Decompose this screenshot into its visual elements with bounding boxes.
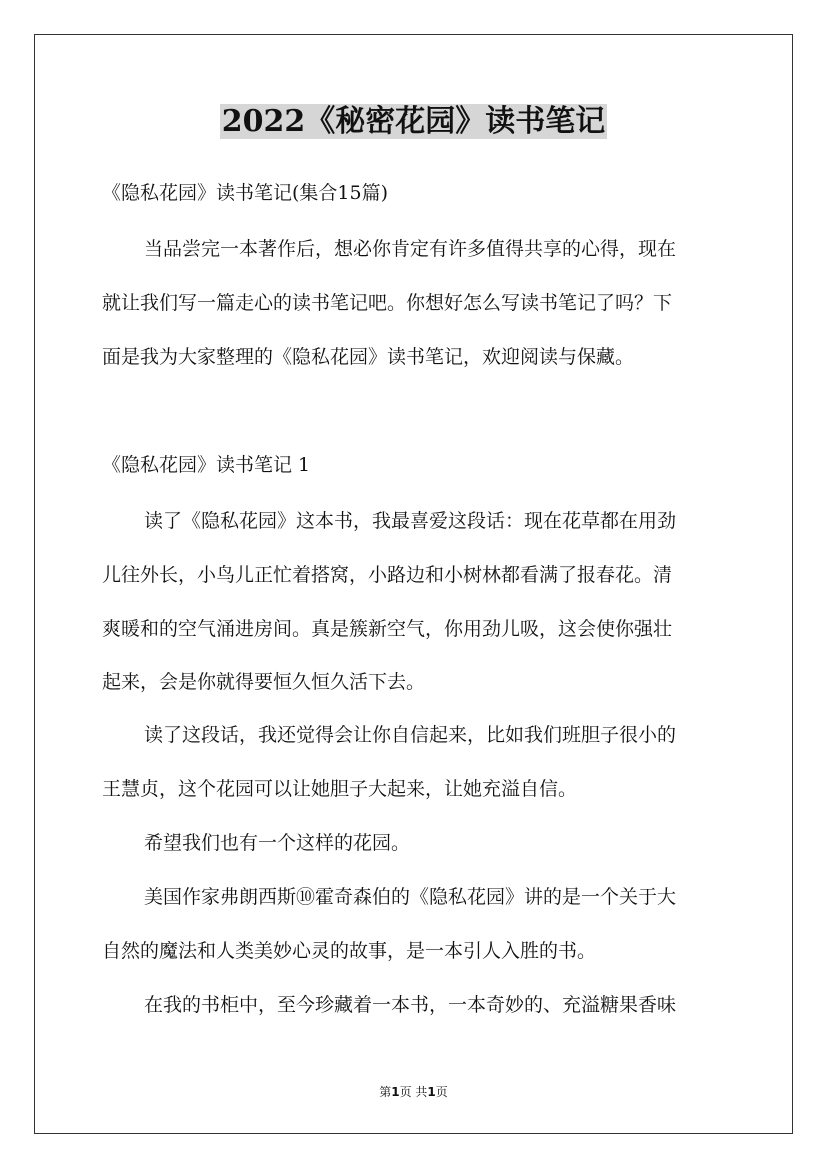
- body-line-4: 起来，会是你就得要恒久恒久活下去。: [102, 671, 426, 693]
- document-title: [0, 100, 827, 144]
- footer-page-total: 1: [427, 1085, 436, 1099]
- footer-page-current: 1: [391, 1085, 400, 1099]
- intro-line-2: 就让我们写一篇走心的读书笔记吧。你想好怎么写读书笔记了吗？下: [102, 292, 673, 314]
- intro-line-1: 当品尝完一本著作后，想必你肯定有许多值得共享的心得，现在: [144, 238, 677, 260]
- document-title-text: 2022《秘密花园》读书笔记: [221, 104, 606, 139]
- body-line-8: 美国作家弗朗西斯⑩霍奇森伯的《隐私花园》讲的是一个关于大: [144, 886, 677, 908]
- document-subtitle: 《隐私花园》读书笔记(集合15篇): [102, 182, 389, 204]
- intro-line-3: 面是我为大家整理的《隐私花园》读书笔记，欢迎阅读与保藏。: [102, 346, 635, 368]
- section-heading: 《隐私花园》读书笔记 1: [102, 454, 311, 476]
- body-line-9: 自然的魔法和人类美妙心灵的故事，是一本引人入胜的书。: [102, 940, 597, 962]
- body-line-2: 儿往外长，小鸟儿正忙着搭窝，小路边和小树林都看满了报春花。清: [102, 564, 673, 586]
- body-line-1: 读了《隐私花园》这本书，我最喜爱这段话：现在花草都在用劲: [144, 510, 677, 532]
- page-footer: [0, 1083, 827, 1101]
- footer-page-mid: 页 共: [399, 1085, 428, 1099]
- footer-page-prefix: 第: [379, 1085, 392, 1099]
- body-line-6: 王慧贞，这个花园可以让她胆子大起来，让她充溢自信。: [102, 778, 578, 800]
- body-line-7: 希望我们也有一个这样的花园。: [144, 832, 411, 854]
- footer-page-suffix: 页: [435, 1085, 448, 1099]
- body-line-10: 在我的书柜中，至今珍藏着一本书，一本奇妙的、充溢糖果香味: [144, 994, 677, 1016]
- body-line-5: 读了这段话，我还觉得会让你自信起来，比如我们班胆子很小的: [144, 724, 677, 746]
- body-line-3: 爽暖和的空气涌进房间。真是簇新空气，你用劲儿吸，这会使你强壮: [102, 618, 673, 640]
